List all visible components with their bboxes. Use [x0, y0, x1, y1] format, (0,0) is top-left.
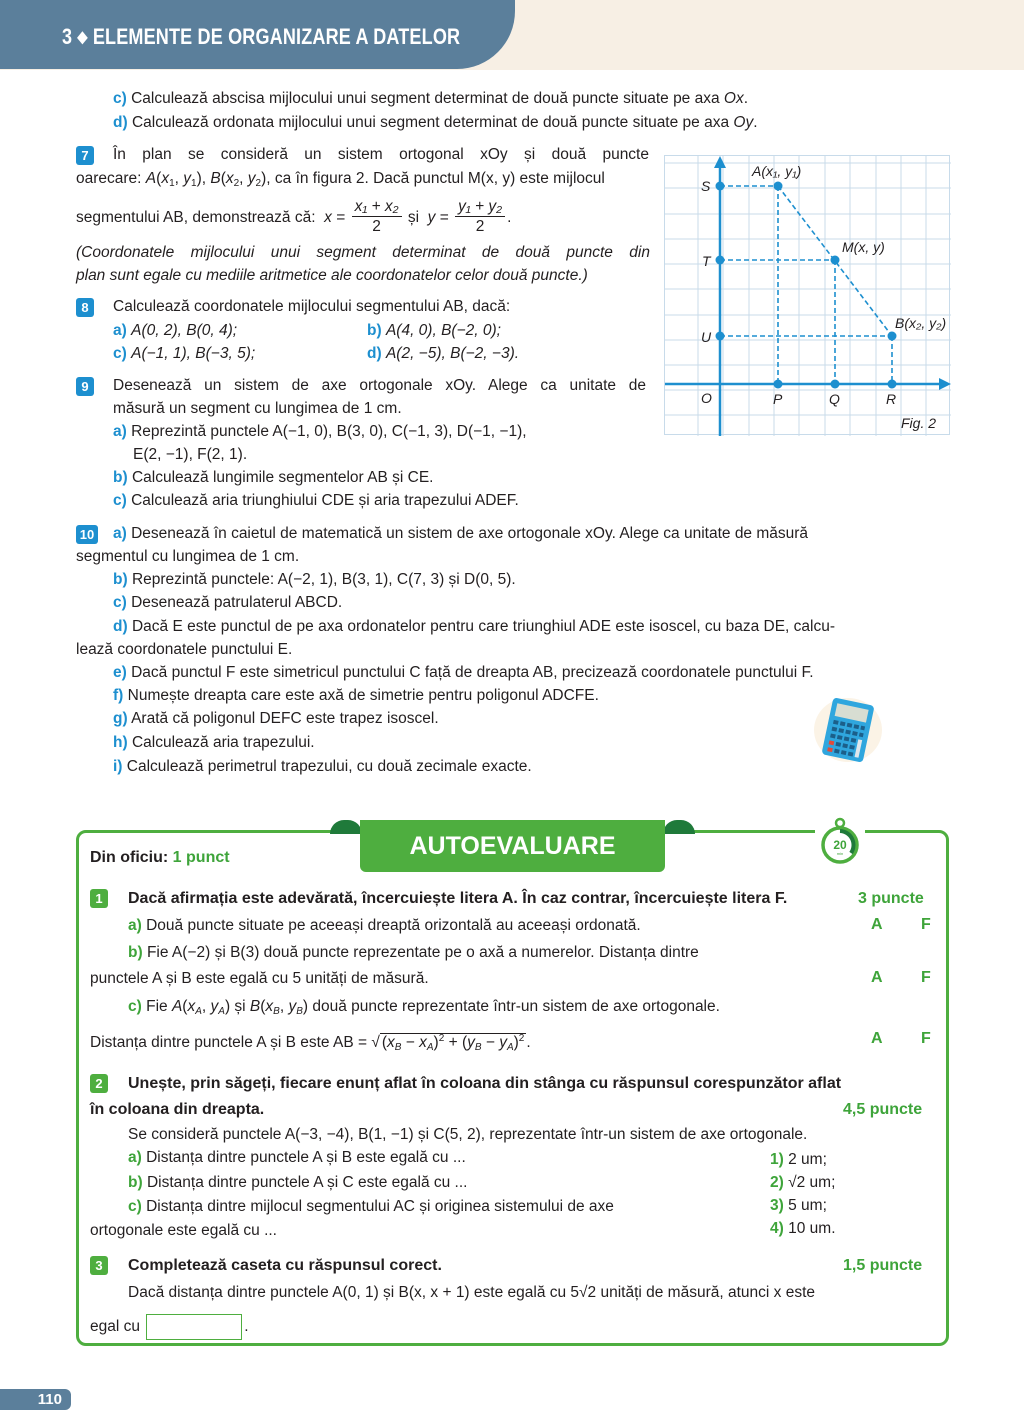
- q1-item-c-formula: Distanța dintre punctele A și B este AB = √ $(x_B - x_A)^2 + (y_B - y_A)^2$ .: [90, 1028, 531, 1059]
- ex9-item-c: c) Calculează aria triunghiului CDE și aria trapezului ADEF.: [113, 492, 519, 509]
- ex9-item-b: b) Calculează lungimile segmentelor AB și CE.: [113, 469, 434, 486]
- exercise-number-10: 10: [76, 525, 98, 544]
- q3-points: 1,5 puncte: [843, 1257, 923, 1274]
- q1a-option-true[interactable]: A: [871, 916, 883, 933]
- ex10-item-c: c) Desenează patrulaterul ABCD.: [113, 594, 343, 611]
- q2-intro: Se consideră punctele A(−3, −4), B(1, −1) și C(5, 2), reprezentate într-un sistem de axe ortogonale.: [128, 1126, 808, 1143]
- timer-icon: [815, 815, 865, 865]
- ex7-formula-line: segmentului AB, demonstrează că: x = $\frac{\text{x₁ + x₂}}{2}$ și y = $\frac{\text{y₁ + y₂}}{2}$ .: [76, 198, 512, 236]
- q3-text: Dacă distanța dintre punctele A(0, 1) și B(x, x + 1) este egală cu 5√2 unități de măsură, atunci x este: [128, 1284, 816, 1301]
- exercise-number-7: 7: [76, 146, 94, 165]
- label-Q: Q: [829, 391, 840, 407]
- question-number-1: 1: [90, 889, 108, 908]
- q1-points: 3 puncte: [858, 890, 924, 907]
- q1-item-b: b) Fie A(−2) și B(3) două puncte reprezentate pe o axă a numerelor. Distanța dintre: [128, 944, 699, 961]
- label-P: P: [773, 391, 783, 407]
- point-U: [716, 332, 725, 341]
- q3-answer-input[interactable]: [146, 1314, 242, 1340]
- ex7-line2: oarecare: $A(x_1$, $y_1$), $B(x_2$, $y_2$), ca în figura 2. Dacă punctul M(x, y) este mijlocul: [76, 170, 605, 189]
- label-O: O: [701, 390, 712, 406]
- label-U: U: [701, 329, 712, 345]
- q1-item-a: a) Două puncte situate pe aceeași dreaptă orizontală au aceeași ordonată.: [128, 917, 641, 934]
- q2-left-a[interactable]: a) Distanța dintre punctele A și B este egală cu ...: [128, 1149, 466, 1166]
- ex7-note-line2: plan sunt egale cu mediile aritmetice ale coordonatelor celor două puncte.): [76, 267, 588, 284]
- label-M: M(x, y): [842, 239, 885, 255]
- ex10-item-d-cont: lează coordonatele punctului E.: [76, 641, 293, 658]
- q2-right-1[interactable]: 1) 2 um;: [770, 1151, 827, 1168]
- point-A: [774, 182, 783, 191]
- exercise-number-9: 9: [76, 377, 94, 396]
- ex8-item-c: c) A(−1, 1), B(−3, 5);: [113, 345, 256, 362]
- y-axis-arrow-icon: [714, 156, 726, 168]
- fraction-x: $\frac{\text{x₁ + x₂}}{2}$: [352, 198, 402, 237]
- q1c-option-true[interactable]: A: [871, 1030, 883, 1047]
- q1c-option-false[interactable]: F: [921, 1030, 931, 1047]
- q1-prompt: Dacă afirmația este adevărată, încercuiește litera A. În caz contrar, încercuiește litera F.: [128, 890, 788, 907]
- ex10-item-b: b) Reprezintă punctele: A(−2, 1), B(3, 1), C(7, 3) și D(0, 5).: [113, 571, 516, 588]
- fraction-y: $\frac{\text{y₁ + y₂}}{2}$: [455, 198, 505, 237]
- label-S: S: [701, 178, 711, 194]
- ex10-item-f: f) Numește dreapta care este axă de simetrie pentru poligonul ADCFE.: [113, 687, 599, 704]
- exercise-number-8: 8: [76, 298, 94, 317]
- ex8-item-a: a) A(0, 2), B(0, 4);: [113, 322, 238, 339]
- ex8-item-b: b) A(4, 0), B(−2, 0);: [367, 322, 501, 339]
- ex9-item-a: a) Reprezintă punctele A(−1, 0), B(3, 0), C(−1, 3), D(−1, −1),: [113, 423, 527, 440]
- timer-value: 20: [833, 838, 847, 852]
- page-number: 110: [0, 1389, 71, 1410]
- question-number-3: 3: [90, 1256, 108, 1275]
- q2-left-c-cont: ortogonale este egală cu ...: [90, 1222, 277, 1239]
- q1b-option-false[interactable]: F: [921, 969, 931, 986]
- ex10-item-i: i) Calculează perimetrul trapezului, cu două zecimale exacte.: [113, 758, 532, 775]
- q2-left-b[interactable]: b) Distanța dintre punctele A și C este egală cu ...: [128, 1174, 468, 1191]
- ribbon-fold-left: [330, 820, 362, 834]
- dashed-projections: [720, 186, 892, 384]
- q3-prompt: Completează caseta cu răspunsul corect.: [128, 1257, 442, 1274]
- figure-2-coordinate-diagram: [664, 155, 950, 435]
- label-T: T: [702, 253, 711, 269]
- point-T: [716, 256, 725, 265]
- q2-prompt-line2: în coloana din dreapta.: [90, 1101, 265, 1118]
- q3-answer-line: egal cu .: [90, 1314, 249, 1340]
- q2-points: 4,5 puncte: [843, 1101, 923, 1118]
- ex10-item-h: h) Calculează aria trapezului.: [113, 734, 315, 751]
- q2-left-c[interactable]: c) Distanța dintre mijlocul segmentului AC și originea sistemului de axe: [128, 1198, 614, 1215]
- ex-officio-points: Din oficiu: 1 punct: [90, 849, 230, 866]
- q1-item-c: c) Fie $A(x_A$, $y_A$) și $B(x_B$, $y_B$) două puncte reprezentate într-un sistem de axe ortogonale.: [128, 998, 720, 1017]
- ex7-line1: În plan se consideră un sistem ortogonal xOy și două puncte: [113, 146, 649, 163]
- ex8-item-d: d) A(2, −5), B(−2, −3).: [367, 345, 520, 362]
- q2-prompt-line1: Unește, prin săgeți, fiecare enunț aflat în coloana din stânga cu răspunsul corespunzător aflat: [128, 1075, 842, 1092]
- ex9-line2: măsură un segment cu lungimea de 1 cm.: [113, 400, 402, 417]
- timer-unit: min: [836, 851, 844, 856]
- ex10-item-a-cont: segmentul cu lungimea de 1 cm.: [76, 548, 300, 565]
- ex9-line1: Desenează un sistem de axe ortogonale xOy. Alege ca unitate de: [113, 377, 646, 394]
- ex10-item-e: e) Dacă punctul F este simetricul punctului C față de dreapta AB, precizează coordonatele punctului F.: [113, 664, 814, 681]
- points: [716, 182, 897, 389]
- diamond-icon: ◆: [77, 29, 88, 46]
- label-A: A(x₁, y₁): [752, 163, 802, 179]
- q2-right-4[interactable]: 4) 10 um.: [770, 1220, 836, 1237]
- q1b-option-true[interactable]: A: [871, 969, 883, 986]
- point-B: [888, 332, 897, 341]
- self-assessment-title: AUTOEVALUARE: [360, 820, 665, 872]
- q1-item-b-cont: punctele A și B este egală cu 5 unități de măsură.: [90, 970, 429, 987]
- q2-right-3[interactable]: 3) 5 um;: [770, 1197, 827, 1214]
- distance-formula: √ $(x_B - x_A)^2 + (y_B - y_A)^2$: [371, 1033, 525, 1053]
- q1a-option-false[interactable]: F: [921, 916, 931, 933]
- figure-2-svg: [665, 156, 951, 436]
- ex8-prompt: Calculează coordonatele mijlocului segmentului AB, dacă:: [113, 298, 511, 315]
- point-S: [716, 182, 725, 191]
- figure-caption: Fig. 2: [901, 415, 937, 431]
- ex7-note-line1: (Coordonatele mijlocului unui segment determinat de două puncte din: [76, 244, 650, 261]
- chapter-title: 3 ◆ ELEMENTE DE ORGANIZARE A DATELOR: [62, 24, 461, 49]
- x-axis-arrow-icon: [939, 378, 951, 390]
- point-M: [831, 256, 840, 265]
- point-P: [774, 380, 783, 389]
- ribbon-fold-right: [663, 820, 695, 834]
- point-R: [888, 380, 897, 389]
- ex10-item-g: g) Arată că poligonul DEFC este trapez isoscel.: [113, 710, 439, 727]
- ex6-item-d: d) Calculează ordonata mijlocului unui segment determinat de două puncte situate pe axa Oy.: [113, 114, 758, 131]
- label-B: B(x₂, y₂): [895, 315, 947, 331]
- label-R: R: [886, 391, 897, 407]
- point-Q: [831, 380, 840, 389]
- ex10-item-a: a) Desenează în caietul de matematică un sistem de axe ortogonale xOy. Alege ca unitate de măsură: [113, 525, 809, 542]
- ex10-item-d: d) Dacă E este punctul de pe axa ordonatelor pentru care triunghiul ADE este isoscel, cu baza DE, calcu-: [113, 618, 836, 635]
- q2-right-2[interactable]: 2) √2 um;: [770, 1174, 836, 1191]
- ex9-item-a-cont: E(2, −1), F(2, 1).: [133, 446, 248, 463]
- question-number-2: 2: [90, 1074, 108, 1093]
- ex6-item-c: c) Calculează abscisa mijlocului unui segment determinat de două puncte situate pe axa Ox.: [113, 90, 749, 107]
- calculator-icon: [812, 695, 884, 770]
